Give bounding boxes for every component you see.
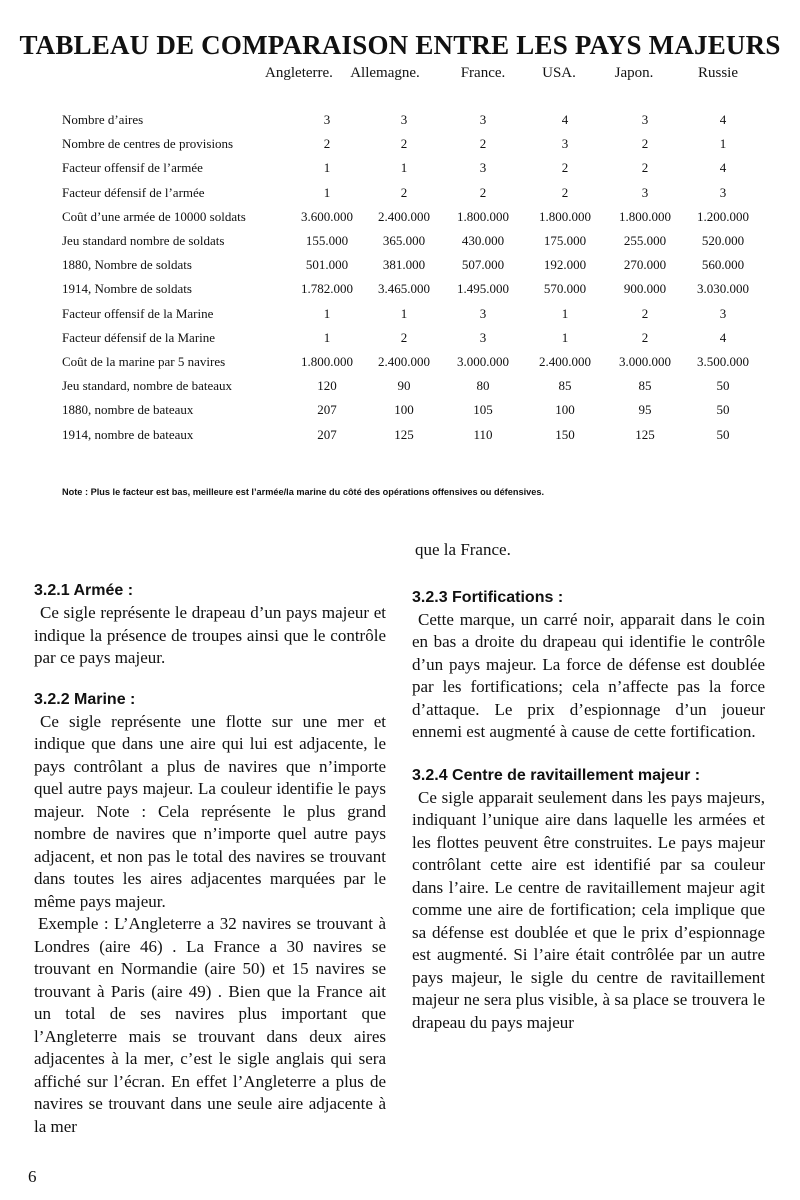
continuation-text: que la France. [415,540,511,559]
table-cell: 192.000 [543,257,587,273]
example-paragraph: Exemple : L’Angleterre a 32 navires se trouvant à Londres (aire 46) . La France a 30 navires se trouvant en Normandie (aire 50) et 15 navires se trouvant à Paris (aire 49) . Bien que la France ait un total de ses navires plus important que l’Angleterre mais se trouvant dans deux aires adjacentes à la mer, c’est le sigle anglais qui sera affiché sur l’écran. En effet l’Angleterre a plus de navires se trouvant dans une seule aire adjacente à la mer [34,914,386,1136]
table-cell: 175.000 [543,233,587,248]
table-cell: 381.000 [382,257,426,273]
table-cell: 560.000 [701,257,745,273]
table-row-label: 1880, Nombre de soldats [62,257,192,273]
table-cell: 3.000.000 [457,354,509,369]
table-cell: 1 [561,329,569,345]
table-cell: 2 [641,329,649,345]
table-cell: 2 [641,160,649,176]
table-cell: 3 [479,305,487,321]
table-row-label: 1880, nombre de bateaux [62,402,194,418]
table-cell: 1.200.000 [697,208,749,224]
section-heading-fortifications: 3.2.3 Fortifications : [412,588,564,606]
table-cell: 255.000 [623,233,667,248]
table-cell: 150 [555,426,575,442]
table-cell: 1 [323,329,331,345]
table-cell: 4 [719,112,727,127]
table-cell: 3.500.000 [697,354,749,369]
table-cell: 501.000 [305,257,349,273]
table-cell: 1 [561,305,569,321]
table-cell: 3 [561,136,569,152]
table-row-label: Facteur défensif de l’armée [62,184,205,200]
table-cell: 2.400.000 [378,354,430,369]
table-cell: 4 [719,329,727,345]
table-cell: 4 [561,112,569,127]
table-cell: 2 [479,184,487,200]
table-cell: 2 [561,160,569,176]
table-cell: 507.000 [461,257,505,273]
table-cell: 2 [400,136,408,152]
table-cell: 90 [397,378,411,394]
table-row-label: Nombre d’aires [62,112,144,127]
table-cell: 125 [394,426,414,442]
table-cell: 105 [473,402,493,418]
table-cell: 3.030.000 [697,281,749,297]
table-cell: 2 [400,329,408,345]
table-cell: 85 [638,378,652,394]
table-cell: 1 [400,305,408,321]
table-cell: 207 [317,426,337,442]
table-cell: 1 [323,160,331,176]
table-row-label: Coût de la marine par 5 navires [62,354,226,369]
table-cell: 3 [641,184,649,200]
table-cell: 430.000 [461,233,505,248]
table-cell: 2 [323,136,331,152]
table-cell: 2 [400,184,408,200]
table-cell: 3 [323,112,331,127]
table-cell: 50 [716,426,730,442]
page-title: TABLEAU DE COMPARAISON ENTRE LES PAYS MAJEURS [19,30,781,60]
table-cell: 3 [641,112,649,127]
table-row-label: Facteur offensif de l’armée [62,160,203,176]
section-text-ravitaillement: Ce sigle apparait seulement dans les pays majeurs, indiquant l’unique aire dans laquelle les armées et les flottes peuvent être construites. Le pays majeur contrôlant cette aire est identifié par sa couleur dans l’aire. Le centre de ravitaillement majeur agit comme une aire de fortification; cela implique que sa défense est doublée et que le prix d’espionnage est augmenté. Si l’aire était contrôlée par un autre pays majeur, le sigle du centre de ravitaillement majeur ne sera plus visible, à sa place se trouvera le drapeau du pays majeur [412,787,765,1032]
table-cell: 2 [561,184,569,200]
table-cell: 3.600.000 [301,208,353,224]
table-row-label: Jeu standard nombre de soldats [62,233,225,248]
column-header-russie: Russie [697,65,738,81]
table-cell: 155.000 [305,233,349,248]
table-cell: 95 [638,402,652,418]
section-heading-marine: 3.2.2 Marine : [34,690,136,708]
table-cell: 1 [400,160,408,176]
table-cell: 1 [323,184,331,200]
table-cell: 3 [719,184,727,200]
column-header-usa: USA. [542,65,576,81]
table-cell: 85 [558,378,572,394]
table-cell: 120 [317,378,337,394]
column-header-allemagne: Allemagne. [350,65,420,81]
table-row-label: Jeu standard, nombre de bateaux [62,378,233,394]
table-cell: 1 [323,305,331,321]
table-cell: 50 [716,378,730,394]
table-cell: 3.000.000 [619,354,671,369]
right-column [412,539,765,1034]
table-cell: 2.400.000 [539,354,591,369]
table-cell: 570.000 [543,281,587,297]
table-cell: 50 [716,402,730,418]
table-cell: 1.782.000 [301,281,353,297]
table-cell: 3 [719,305,727,321]
section-text-marine: Ce sigle représente une flotte sur une mer et indique que dans une aire qui lui est adjacente, le pays contrôlant a plus de navires que n’importe quel autre pays majeur. La couleur identifie le pays majeur. Note : Cela représente le plus grand nombre de navires que n’importe quel autre pays adjacent, et non pas le total des navires se trouvant dans toutes les aires adjacentes marquées par le même pays majeur. [34,711,386,911]
section-text-fortifications: Cette marque, un carré noir, apparait dans le coin en bas a droite du drapeau qui identifie le contrôle d’un pays majeur. La force de défense est doublée par les fortifications; cela n’affecte pas la force d’attaque. Le prix d’espionnage d’un joueur ennemi est augmenté à cause de cette fortification. [412,609,765,741]
table-cell: 100 [394,402,414,418]
table-cell: 3 [400,112,408,127]
table-cell: 1.800.000 [619,208,671,224]
table-cell: 4 [719,160,727,176]
table-row-label: Coût d’une armée de 10000 soldats [62,208,246,224]
table-cell: 80 [476,378,490,394]
table-cell: 3 [479,160,487,176]
table-cell: 1.800.000 [539,208,591,224]
table-cell: 2 [479,136,487,152]
section-heading-armee: 3.2.1 Armée : [34,582,134,599]
table-cell: 207 [317,402,337,418]
column-header-angleterre: Angleterre. [265,65,333,81]
left-column [34,580,386,1138]
section-text-armee: Ce sigle représente le drapeau d’un pays majeur et indique la présence de troupes ainsi que le contrôle par ce pays majeur. [34,603,386,667]
table-cell: 110 [473,426,493,442]
table-cell: 1.800.000 [301,354,353,369]
table-cell: 365.000 [382,233,426,248]
table-cell: 100 [555,402,575,418]
table-cell: 3 [479,112,487,127]
table-row-label: 1914, nombre de bateaux [62,426,194,442]
table-cell: 3.465.000 [378,281,430,297]
page-number: 6 [28,1167,37,1186]
table-cell: 520.000 [701,233,745,248]
table-cell: 900.000 [623,281,667,297]
table-row-label: Nombre de centres de provisions [62,136,234,152]
table-row-label: Facteur défensif de la Marine [62,329,216,345]
table-row-label: 1914, Nombre de soldats [62,281,192,297]
table-cell: 3 [479,329,487,345]
table-cell: 1 [719,136,727,152]
table-cell: 1.800.000 [457,208,509,224]
table-cell: 2.400.000 [378,208,430,224]
table-cell: 1.495.000 [457,281,509,297]
table-cell: 2 [641,305,649,321]
table-row-label: Facteur offensif de la Marine [62,305,214,321]
column-header-japon: Japon. [614,65,654,81]
table-cell: 125 [635,426,655,442]
table-cell: 270.000 [623,257,667,273]
column-header-france: France. [460,65,506,81]
table-cell: 2 [641,136,649,152]
section-heading-ravitaillement: 3.2.4 Centre de ravitaillement majeur : [412,766,701,784]
table-note: Note : Plus le facteur est bas, meilleure est l’armée/la marine du côté des opérations offensives ou défensives. [62,487,545,497]
